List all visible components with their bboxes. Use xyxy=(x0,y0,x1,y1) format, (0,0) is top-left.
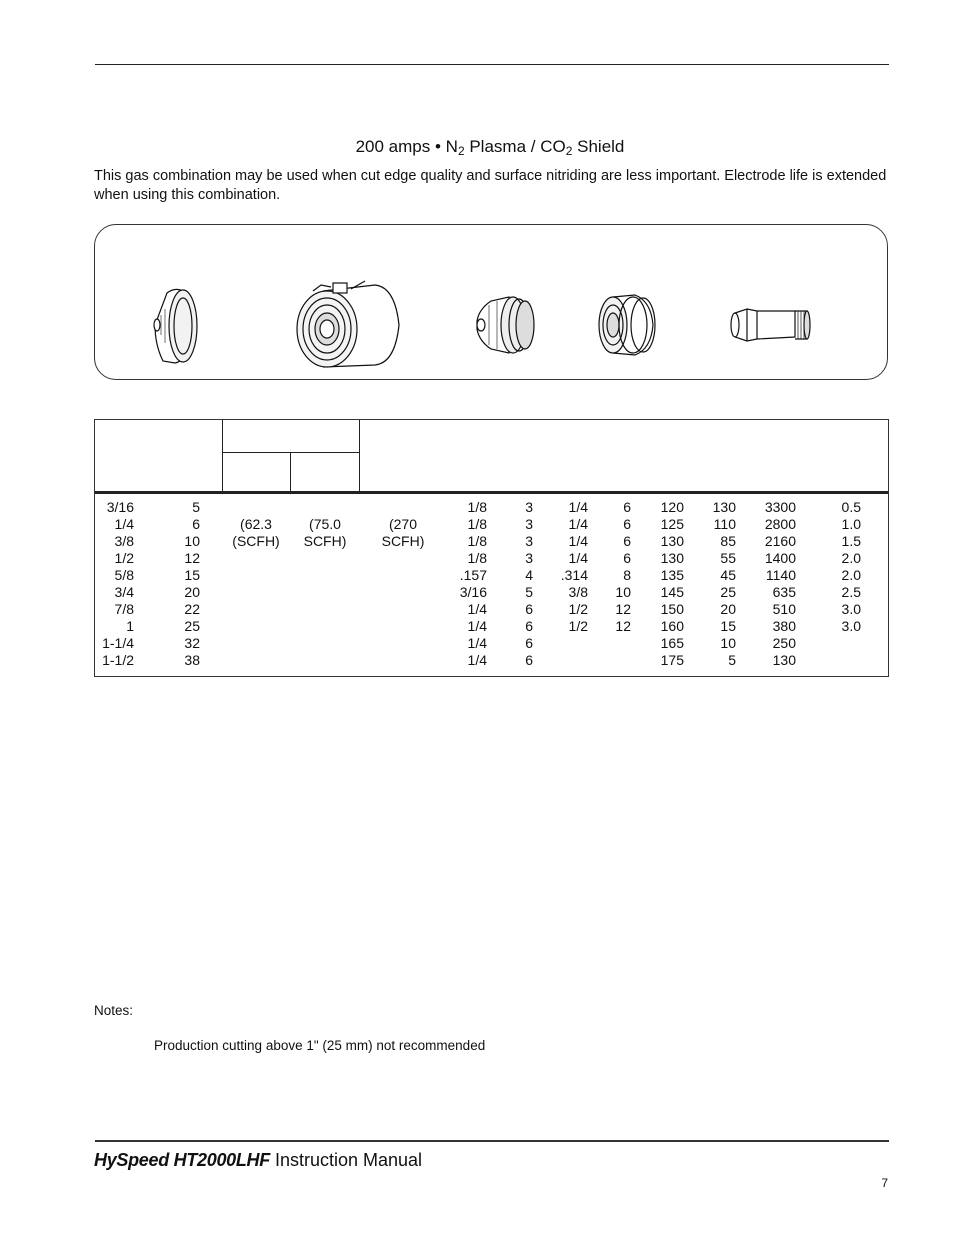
shield-icon xyxy=(154,289,197,363)
electrode-icon xyxy=(731,309,810,341)
title-subscript-1: 2 xyxy=(457,144,465,158)
consumable-parts-panel xyxy=(94,224,888,380)
header-divider-1 xyxy=(222,420,223,492)
table-column-7: 3 3 3 3 4 5 6 6 6 6 xyxy=(525,499,533,668)
title-text-2: Plasma / CO xyxy=(464,137,566,156)
table-column-12: 3300 2800 2160 1400 1140 635 510 380 250 130 xyxy=(764,499,796,668)
table-column-thickness-in: 3/16 1/4 3/8 1/2 5/8 3/4 7/8 1 1-1/4 1-1/2 xyxy=(102,499,134,668)
title-subscript-2: 2 xyxy=(565,144,573,158)
table-column-8: 1/4 1/4 1/4 1/4 .314 3/8 1/2 1/2 xyxy=(560,499,588,634)
swirl-ring-icon xyxy=(599,295,655,355)
header-subdivider xyxy=(222,452,359,453)
cut-chart-table xyxy=(94,419,889,677)
table-column-9: 6 6 6 6 8 10 12 12 xyxy=(615,499,631,634)
table-column-thickness-mm: 5 6 10 12 15 20 22 25 32 38 xyxy=(184,499,200,668)
intro-paragraph: This gas combination may be used when cut edge quality and surface nitriding are less important. Electrode life is extended when using this combination. xyxy=(94,168,887,203)
nozzle-icon xyxy=(477,297,534,353)
parts-illustration xyxy=(95,225,889,381)
footer-brand: HySpeed HT2000LHF xyxy=(94,1150,270,1170)
title-text-3: Shield xyxy=(572,137,625,156)
retaining-cap-icon xyxy=(297,281,399,367)
table-column-10: 120 125 130 130 135 145 150 160 165 175 xyxy=(660,499,684,668)
notes-label: Notes: xyxy=(94,1003,134,1018)
table-flow-a: (62.3 (SCFH) xyxy=(232,516,280,549)
header-rule xyxy=(95,64,889,65)
header-bottom-rule xyxy=(95,491,888,494)
page-number: 7 xyxy=(881,1176,888,1190)
table-flow-b: (75.0 SCFH) xyxy=(303,516,347,549)
note-item: Production cutting above 1" (25 mm) not recommended xyxy=(154,1038,486,1053)
footer-title xyxy=(94,1150,422,1171)
table-flow-c: (270 SCFH) xyxy=(381,516,425,549)
footer-suffix: Instruction Manual xyxy=(269,1150,423,1170)
footer-rule xyxy=(95,1140,889,1142)
table-column-11: 130 110 85 55 45 25 20 15 10 5 xyxy=(712,499,736,668)
header-divider-3 xyxy=(290,453,291,492)
header-divider-2 xyxy=(359,420,360,492)
table-column-13: 0.5 1.0 1.5 2.0 2.0 2.5 3.0 3.0 xyxy=(841,499,861,634)
title-text-1: 200 amps • N xyxy=(355,137,458,156)
table-column-6: 1/8 1/8 1/8 1/8 .157 3/16 1/4 1/4 1/4 1/4 xyxy=(459,499,487,668)
section-title xyxy=(0,137,954,158)
